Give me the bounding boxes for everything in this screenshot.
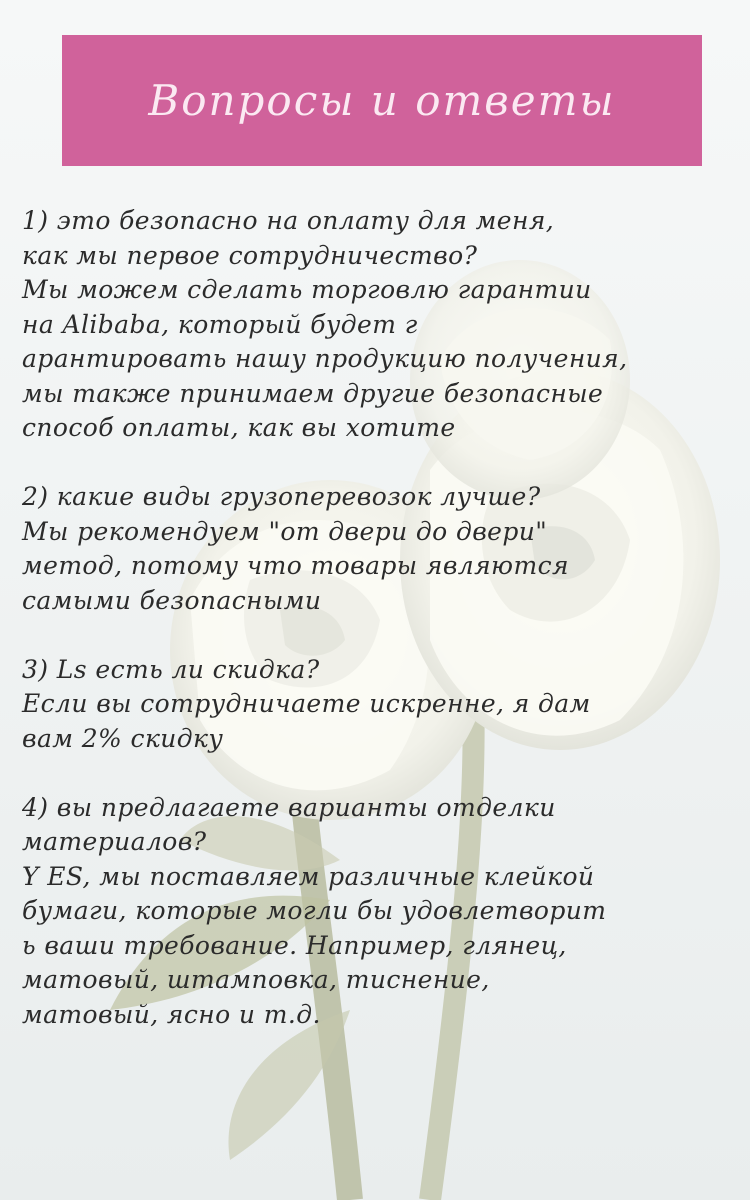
- faq-line: самыми безопасными: [22, 585, 322, 615]
- faq-line: Мы можем сделать торговлю гарантии: [22, 275, 592, 304]
- faq-line: ь ваши требование. Например, глянец,: [22, 930, 567, 960]
- faq-line: вам 2% скидку: [22, 723, 224, 753]
- faq-line: мы также принимаем другие безопасные: [22, 378, 604, 408]
- faq-line: материалов?: [22, 827, 207, 856]
- faq-line: метод, потому что товары являются: [22, 551, 569, 580]
- faq-line: на Alibaba, который будет г: [22, 309, 418, 339]
- faq-item-4: [22, 791, 746, 1033]
- faq-line: матовый, ясно и т.д.: [22, 999, 321, 1029]
- faq-item-2: [22, 480, 746, 618]
- faq-line: Если вы сотрудничаете искренне, я дам: [22, 689, 591, 718]
- faq-line: как мы первое сотрудничество?: [22, 240, 478, 270]
- faq-line: матовый, штамповка, тиснение,: [22, 965, 490, 994]
- faq-item-1: [22, 204, 746, 446]
- page-title: Вопросы и ответы: [148, 76, 616, 125]
- faq-line: бумаги, которые могли бы удовлетворит: [22, 896, 607, 925]
- faq-content: [22, 204, 746, 1032]
- title-banner: [62, 35, 702, 166]
- faq-line: способ оплаты, как вы хотите: [22, 413, 456, 442]
- faq-line: 1) это безопасно на оплату для меня,: [22, 206, 555, 235]
- faq-item-3: [22, 653, 746, 757]
- faq-line: Y ES, мы поставляем различные клейкой: [22, 861, 595, 891]
- faq-line: Мы рекомендуем "от двери до двери": [22, 516, 548, 546]
- faq-line: 2) какие виды грузоперевозок лучше?: [22, 482, 541, 511]
- faq-line: 4) вы предлагаете варианты отделки: [22, 792, 556, 822]
- faq-line: арантировать нашу продукцию получения,: [22, 344, 628, 373]
- faq-line: 3) Ls есть ли скидка?: [22, 654, 320, 684]
